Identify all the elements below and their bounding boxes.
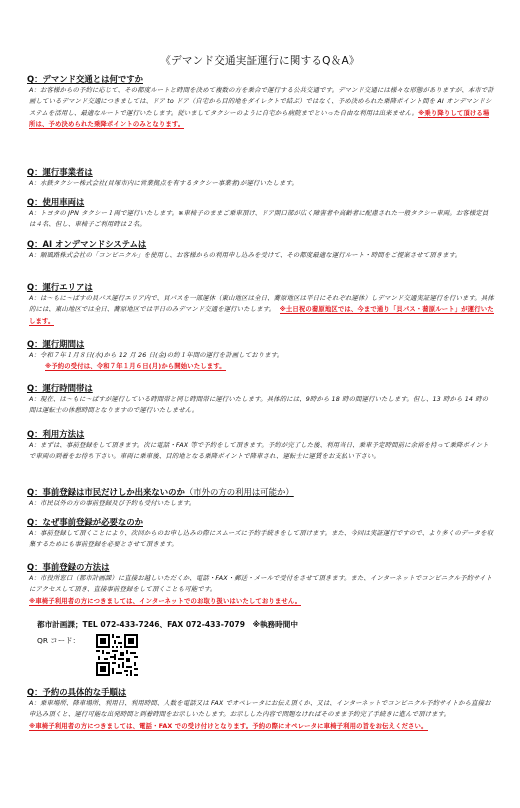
answer-8: A：まずは、事前登録をして頂きます。次に電話・FAX 等で予約をして頂きます。予約が完了した後、利用当日、乗車予定時間前に余裕を持って乗降ポイントで車両の到着をお待ち下さい。車両に乗車後、目的地となる乗降ポイントで降車され、運転士に運賃をお支払い下さい。 <box>29 442 489 461</box>
answer-6-text: A：令和７年１月８日(水)から 12 月 26 日(金)の約１年間の運行を計画しております。 <box>29 352 284 359</box>
answer-5-text: A：は～もに～ばすの貝パス運行エリア内で、貝パスを一部運休（東山地区は全日、蕎原地区は平日にそれぞれ運休）しデマンド交通実証運行を行います。具体的には、東山地区では全日、蕎原地区では平日のみデマンド交通を運行いたします。 <box>29 295 494 314</box>
question-4: Q：AI オンデマンドシステムは <box>27 239 147 249</box>
answer-10: A：事前登録して頂くことにより、次回からのお申し込みの際にスムーズに予約手続きをして頂けます。また、今回は実証運行ですので、より多くのデータを収集するためにも事前登録を必要とさせて頂きます。 <box>29 530 494 549</box>
question-6: Q：運行期間は <box>27 339 85 349</box>
answer-5 <box>29 293 494 327</box>
qr-label: QR コード： <box>37 636 80 645</box>
question-10: Q：なぜ事前登録が必要なのか <box>27 517 143 527</box>
page-title: 《デマンド交通実証運行に関するQ＆A》 <box>160 55 360 67</box>
question-9-text: Q：事前登録は市民だけしか出来ないのか <box>27 487 185 497</box>
contact-info: 都市計画課；TEL 072-433-7246、FAX 072-433-7079 ※執務時間中 <box>37 620 298 629</box>
question-11: Q：事前登録の方法は <box>27 562 110 572</box>
answer-2: A：水鉄タクシー株式会社(貝塚市内に営業拠点を有するタクシー事業者)が運行いたします。 <box>29 180 298 187</box>
question-5: Q：運行エリアは <box>27 282 93 292</box>
question-3: Q：使用車両は <box>27 197 85 207</box>
answer-5-note: ※土日祝の蕎原地区では、今まで通り「貝パス・蕎原ルート」が運行いたします。 <box>29 306 494 325</box>
answer-4: A：順風路株式会社の「コンビニクル」を使用し、お客様からの利用申し込みを受けて、その都度最適な運行ルート・時間をご提案させて頂きます。 <box>29 252 462 259</box>
qr-code[interactable] <box>96 634 138 676</box>
answer-6 <box>29 350 494 373</box>
question-2: Q：運行事業者は <box>27 167 93 177</box>
answer-11 <box>29 573 494 607</box>
answer-12 <box>29 698 494 732</box>
answer-1-text: A：お客様からの予約に応じて、その都度ルートと時間を決めて複数の方を乗合で運行する公共交通です。デマンド交通には様々な形態がありますが、本市で計画しているデマンド交通につきましては、ドア to ドア（自宅から目的地をダイレクトで結ぶ）ではなく、予め決められた乗降ポイント間を AI オンデマンドシステムを活用し、最適なルートで運行いたします。従いましてタクシーのように自宅から病院までといった自由な利用は出来ません。 <box>29 87 494 117</box>
question-1: Q：デマンド交通とは何ですか <box>27 74 143 84</box>
answer-1 <box>29 85 494 130</box>
question-7: Q：運行時間帯は <box>27 383 93 393</box>
answer-12-text: A：乗車場所、降車場所、利用日、利用時間、人数を電話又は FAX でオペレータにお伝え頂くか、又は、インターネットでコンビニクル予約サイトから直接お申込み頂くと、運行可能な出発時間と到着時間をお示しいたします。お示しした内容で問題なければそのまま予約完了手続きに進んで頂けます。 <box>29 700 491 719</box>
question-9-paren: （市外の方の利用は可能か） <box>184 487 294 497</box>
answer-1-note: ※乗り降りして頂ける場所は、予め決められた乗降ポイントのみとなります。 <box>29 109 490 128</box>
answer-12-note: ※車椅子利用者の方につきましては、電話・FAX での受け付けとなります。予約の際にオペレータに車椅子利用の旨をお伝えください。 <box>29 722 428 730</box>
answer-11-note: ※車椅子利用者の方につきましては、インターネットでのお取り扱いはいたしておりません。 <box>29 597 302 605</box>
answer-3: A：トヨタの JPN タクシー１両で運行いたします。※車椅子のままご乗車頂け、ドア開口部が広く障害者や高齢者に配慮された一般タクシー車両。お客様定員は４名、但し、車椅子ご利用時は２名。 <box>29 210 489 229</box>
question-9 <box>27 486 294 498</box>
answer-6-note: ※予約の受付は、令和７年１月６日(月)から開始いたします。 <box>45 363 226 371</box>
answer-11-text: A：市役所窓口（都市計画課）に直接お越しいただくか、電話・FAX・郵送・メールで受付をさせて頂きます。また、インターネットでコンビニクル予約サイトにアクセスして頂き、直接事前登録をして頂くことも可能です。 <box>29 575 493 594</box>
answer-7: A：現在、は～もに～ばすが運行している時間帯と同じ時間帯に運行いたします。具体的には、9時から 18 時の間運行いたします。但し、13 時から 14 時の間は運転士の休憩時間となりますので運行いたしません。 <box>29 396 489 415</box>
question-12: Q：予約の具体的な手順は <box>27 687 127 697</box>
question-8: Q：利用方法は <box>27 429 85 439</box>
answer-9: A：市民以外の方の事前登録及び予約も受付いたします。 <box>29 500 196 507</box>
